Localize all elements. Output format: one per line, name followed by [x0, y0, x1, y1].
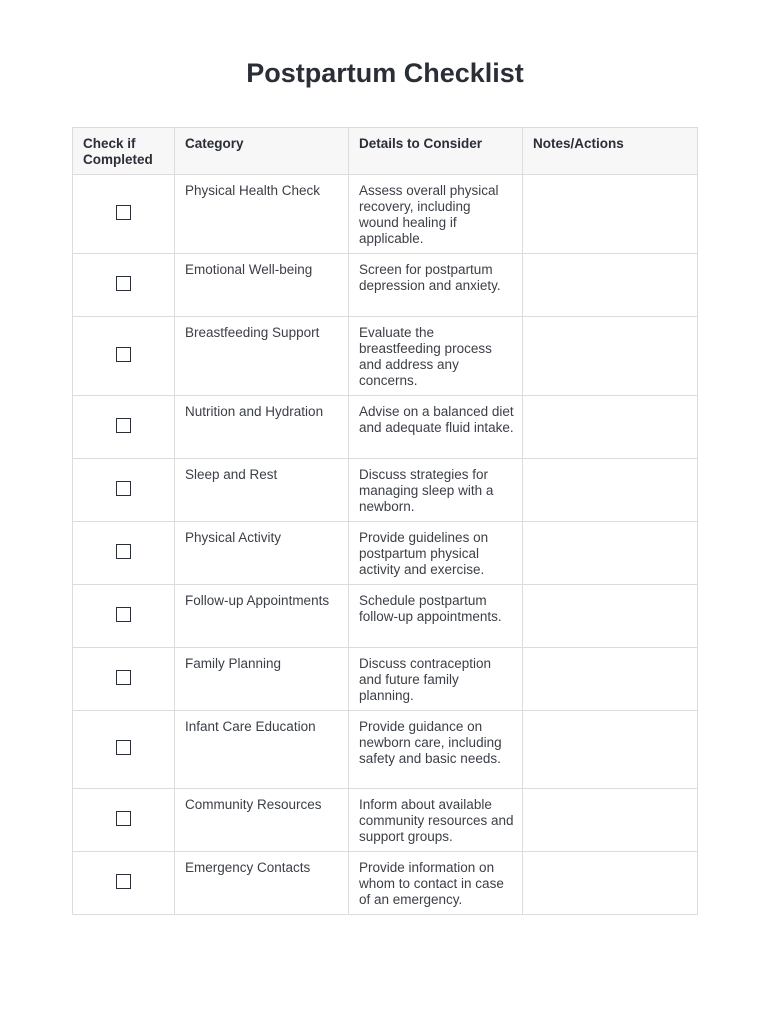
notes-cell[interactable]	[523, 852, 698, 915]
table-row	[73, 522, 698, 585]
category-cell: Community Resources	[175, 789, 349, 852]
table-row	[73, 852, 698, 915]
details-cell: Discuss strategies for managing sleep with a newborn.	[349, 459, 523, 522]
completed-checkbox[interactable]	[116, 740, 131, 755]
completed-checkbox[interactable]	[116, 544, 131, 559]
details-cell: Assess overall physical recovery, including wound healing if applicable.	[349, 175, 523, 254]
details-cell: Schedule postpartum follow-up appointments.	[349, 585, 523, 648]
details-cell: Discuss contraception and future family planning.	[349, 648, 523, 711]
page-title: Postpartum Checklist	[246, 58, 524, 88]
check-cell	[73, 789, 175, 852]
completed-checkbox[interactable]	[116, 670, 131, 685]
table-row	[73, 459, 698, 522]
table-row	[73, 711, 698, 789]
check-cell	[73, 317, 175, 396]
category-cell: Breastfeeding Support	[175, 317, 349, 396]
notes-cell[interactable]	[523, 522, 698, 585]
check-cell	[73, 711, 175, 789]
details-cell: Provide guidance on newborn care, including safety and basic needs.	[349, 711, 523, 789]
check-cell	[73, 522, 175, 585]
notes-cell[interactable]	[523, 789, 698, 852]
completed-checkbox[interactable]	[116, 347, 131, 362]
details-cell: Evaluate the breastfeeding process and address any concerns.	[349, 317, 523, 396]
completed-checkbox[interactable]	[116, 811, 131, 826]
table-row	[73, 396, 698, 459]
table-row	[73, 648, 698, 711]
notes-cell[interactable]	[523, 459, 698, 522]
details-cell: Inform about available community resources and support groups.	[349, 789, 523, 852]
check-cell	[73, 648, 175, 711]
check-cell	[73, 254, 175, 317]
details-cell: Provide guidelines on postpartum physical activity and exercise.	[349, 522, 523, 585]
table-header-row	[73, 128, 698, 175]
details-cell: Advise on a balanced diet and adequate fluid intake.	[349, 396, 523, 459]
check-cell	[73, 175, 175, 254]
category-cell: Infant Care Education	[175, 711, 349, 789]
category-cell: Physical Activity	[175, 522, 349, 585]
completed-checkbox[interactable]	[116, 418, 131, 433]
notes-cell[interactable]	[523, 396, 698, 459]
completed-checkbox[interactable]	[116, 874, 131, 889]
check-cell	[73, 852, 175, 915]
table-row	[73, 317, 698, 396]
completed-checkbox[interactable]	[116, 205, 131, 220]
check-cell	[73, 459, 175, 522]
check-cell	[73, 585, 175, 648]
header-check-line2: Completed	[83, 152, 153, 167]
header-category: Category	[175, 128, 349, 175]
details-cell: Provide information on whom to contact in case of an emergency.	[349, 852, 523, 915]
table-row	[73, 789, 698, 852]
category-cell: Emotional Well-being	[175, 254, 349, 317]
checklist-table	[72, 127, 698, 915]
category-cell: Family Planning	[175, 648, 349, 711]
category-cell: Emergency Contacts	[175, 852, 349, 915]
header-check-line1: Check if	[83, 136, 136, 151]
category-cell: Physical Health Check	[175, 175, 349, 254]
notes-cell[interactable]	[523, 711, 698, 789]
notes-cell[interactable]	[523, 317, 698, 396]
category-cell: Sleep and Rest	[175, 459, 349, 522]
table-row	[73, 254, 698, 317]
completed-checkbox[interactable]	[116, 481, 131, 496]
category-cell: Nutrition and Hydration	[175, 396, 349, 459]
completed-checkbox[interactable]	[116, 276, 131, 291]
table-row	[73, 585, 698, 648]
notes-cell[interactable]	[523, 585, 698, 648]
header-check	[73, 128, 175, 175]
header-details: Details to Consider	[349, 128, 523, 175]
notes-cell[interactable]	[523, 254, 698, 317]
notes-cell[interactable]	[523, 175, 698, 254]
details-cell: Screen for postpartum depression and anxiety.	[349, 254, 523, 317]
category-cell: Follow-up Appointments	[175, 585, 349, 648]
check-cell	[73, 396, 175, 459]
notes-cell[interactable]	[523, 648, 698, 711]
header-notes: Notes/Actions	[523, 128, 698, 175]
completed-checkbox[interactable]	[116, 607, 131, 622]
table-row	[73, 175, 698, 254]
